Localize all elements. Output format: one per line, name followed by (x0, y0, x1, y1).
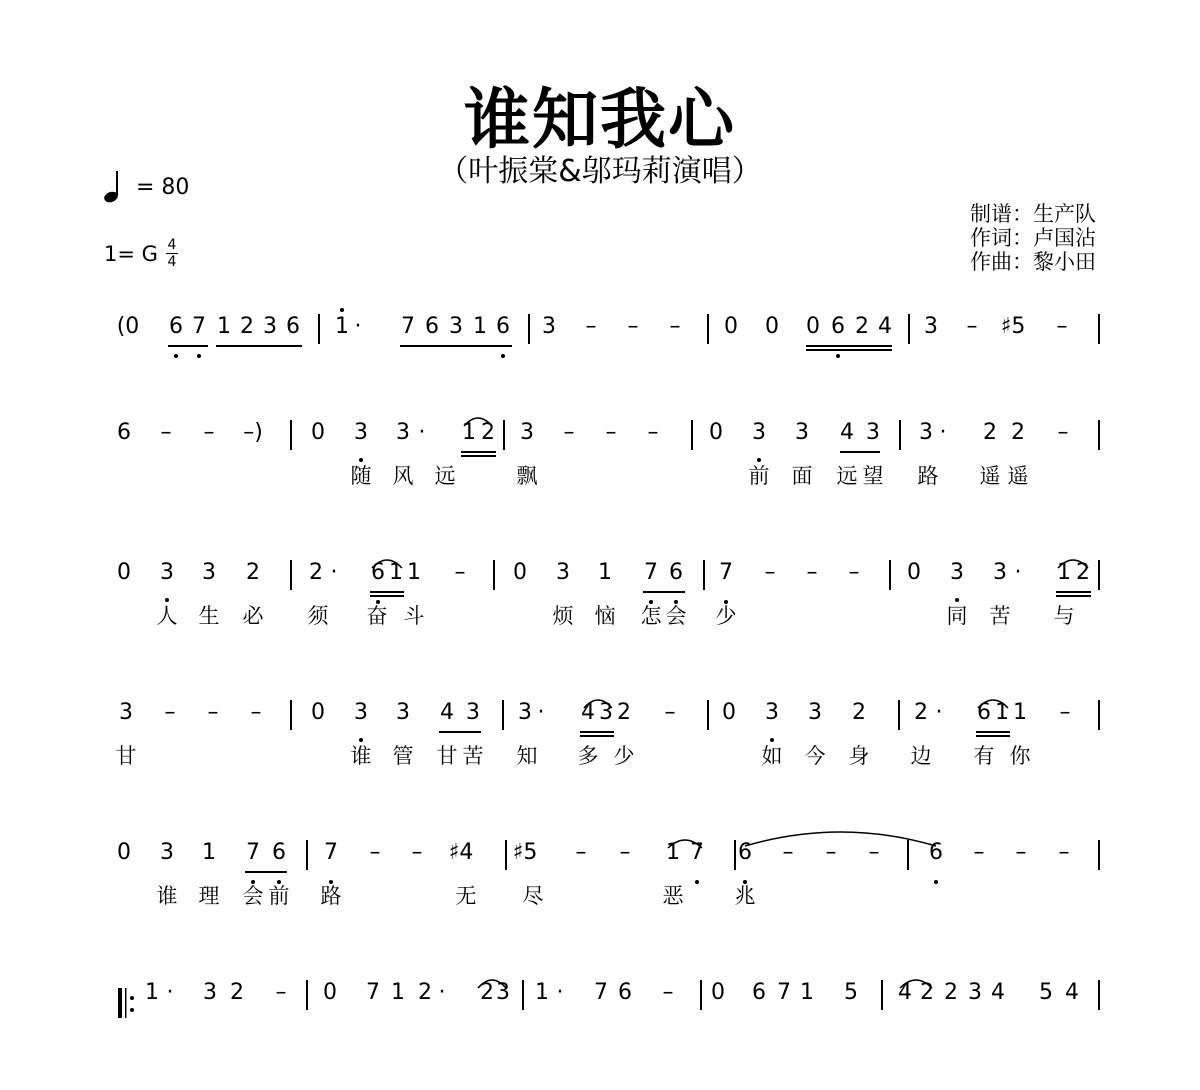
note: 0 (806, 314, 820, 339)
note: 0 (117, 560, 131, 585)
note: 6 (929, 840, 943, 865)
note: · (354, 314, 362, 339)
note: 5 (1039, 980, 1053, 1005)
lyric: 怎 (640, 604, 662, 628)
note: 1 (598, 560, 612, 585)
note: 3 (919, 420, 933, 445)
note: 2 (246, 560, 260, 585)
note: 0 (724, 314, 738, 339)
note: 0 (311, 700, 325, 725)
note: 2 (617, 700, 631, 725)
note: – (1056, 314, 1068, 339)
note: 3 (752, 420, 766, 445)
note: 0 (765, 314, 779, 339)
note: – (164, 700, 176, 725)
note: 1 (462, 420, 476, 445)
lyric: 面 (791, 464, 813, 488)
note: 2 (481, 420, 495, 445)
slur (372, 560, 402, 568)
note: 6 (752, 980, 766, 1005)
lyric: 恶 (662, 884, 684, 908)
lyric: 苦 (989, 604, 1011, 628)
note: – (627, 314, 639, 339)
lyric: 前 (268, 884, 290, 908)
note: 2 (855, 314, 869, 339)
note: – (411, 840, 423, 865)
slur (900, 980, 932, 988)
time-sig-top: 4 (167, 237, 177, 253)
lyric: 会 (665, 604, 687, 628)
note: 2 (230, 980, 244, 1005)
lyric: 知 (516, 744, 538, 768)
note: 7 (324, 840, 338, 865)
note: 3 (808, 700, 822, 725)
note: 6 (272, 840, 286, 865)
note: 3 (795, 420, 809, 445)
lyric: 路 (320, 884, 342, 908)
lyric: 兆 (734, 884, 756, 908)
note: 2 (1076, 560, 1090, 585)
note: · (166, 980, 174, 1005)
note: – (966, 314, 978, 339)
note: 2 (1011, 420, 1025, 445)
note: ♯5 (1000, 314, 1026, 339)
tempo-value: = 80 (136, 174, 190, 200)
note: – (160, 420, 172, 445)
note: – (454, 560, 466, 585)
note: 6 (618, 980, 632, 1005)
note: 7 (644, 560, 658, 585)
lyric: 斗 (403, 604, 425, 628)
note: 3 (556, 560, 570, 585)
lyric: 远 (836, 464, 858, 488)
note: 3 (599, 700, 613, 725)
note: – (575, 840, 587, 865)
note: · (939, 420, 947, 445)
note: 3 (924, 314, 938, 339)
lyric: 路 (917, 464, 939, 488)
note: – (619, 840, 631, 865)
note: 4 (840, 420, 854, 445)
note: –) (243, 420, 263, 445)
note: – (806, 560, 818, 585)
note: – (647, 420, 659, 445)
note: 7 (690, 840, 704, 865)
note: – (1057, 420, 1069, 445)
note: 2 (944, 980, 958, 1005)
lyric: 奋 (366, 604, 388, 628)
note: – (369, 840, 381, 865)
lyric: 须 (307, 604, 329, 628)
slur (668, 840, 702, 848)
note: 6 (496, 314, 510, 339)
note: · (418, 420, 426, 445)
note: – (207, 700, 219, 725)
note: 0 (907, 560, 921, 585)
note: 6 (286, 314, 300, 339)
note: 1 (1057, 560, 1071, 585)
slur (478, 980, 506, 988)
lyric: 谁 (156, 884, 178, 908)
lyric: 恼 (594, 604, 616, 628)
lyric: 生 (198, 604, 220, 628)
lyric: 谁 (350, 744, 372, 768)
lyric: 烦 (552, 604, 574, 628)
note: 2 (309, 560, 323, 585)
slur (584, 700, 612, 708)
note: – (275, 980, 287, 1005)
lyric: 飘 (516, 464, 538, 488)
repeat-bar-thick (118, 988, 122, 1018)
slur (745, 832, 936, 846)
note: · (330, 560, 338, 585)
note: 4 (878, 314, 892, 339)
note: 2 (920, 980, 934, 1005)
note: 2 (983, 420, 997, 445)
note: 6 (169, 314, 183, 339)
note: 6 (117, 420, 131, 445)
note: – (764, 560, 776, 585)
credit-arranger: 制谱：生产队 (970, 202, 1096, 226)
lyric: 你 (1009, 744, 1031, 768)
lyric: 少 (613, 744, 635, 768)
note: 0 (311, 420, 325, 445)
note: 3 (203, 980, 217, 1005)
note: 2 (914, 700, 928, 725)
note: 3 (160, 560, 174, 585)
note: 6 (738, 840, 752, 865)
note: (0 (116, 314, 140, 339)
note: 3 (396, 420, 410, 445)
note: 3 (496, 980, 510, 1005)
note: – (203, 420, 215, 445)
song-subtitle: （叶振棠&邬玛莉演唱） (438, 154, 762, 189)
note: 6 (669, 560, 683, 585)
note: 1 (666, 840, 680, 865)
note: 1 (1013, 700, 1027, 725)
lyric: 必 (242, 604, 264, 628)
note: – (868, 840, 880, 865)
note: 1 (389, 560, 403, 585)
note: 3 (950, 560, 964, 585)
note: – (605, 420, 617, 445)
note: 1 (217, 314, 231, 339)
note: 1 (202, 840, 216, 865)
note: 3 (263, 314, 277, 339)
note: 2 (240, 314, 254, 339)
lyric: 随 (350, 464, 372, 488)
lyric: 理 (198, 884, 220, 908)
note: – (825, 840, 837, 865)
note: – (848, 560, 860, 585)
note: ♯5 (512, 840, 538, 865)
note: 3 (119, 700, 133, 725)
note: 0 (711, 980, 725, 1005)
note: 1 (995, 700, 1009, 725)
lyric: 苦 (462, 744, 484, 768)
note: – (1058, 840, 1070, 865)
lyric: 远 (434, 464, 456, 488)
lyric: 有 (973, 744, 995, 768)
slur (464, 418, 492, 426)
credit-lyricist: 作词：卢国沾 (970, 226, 1096, 250)
note: 6 (425, 314, 439, 339)
note: 4 (991, 980, 1005, 1005)
note: ♯4 (448, 840, 474, 865)
slur (1058, 560, 1088, 568)
note: 7 (192, 314, 206, 339)
lyric: 多 (577, 744, 599, 768)
lyric: 前 (748, 464, 770, 488)
note: · (556, 980, 564, 1005)
note: 7 (594, 980, 608, 1005)
lyric: 尽 (522, 884, 544, 908)
lyric: 身 (848, 744, 870, 768)
note: 1 (535, 980, 549, 1005)
note: 0 (513, 560, 527, 585)
note: 6 (831, 314, 845, 339)
lyric: 风 (392, 464, 414, 488)
note: 7 (401, 314, 415, 339)
note: 3 (160, 840, 174, 865)
note: – (782, 840, 794, 865)
note: 1 (391, 980, 405, 1005)
lyric: 遥 (1007, 464, 1029, 488)
lyric: 无 (455, 884, 477, 908)
lyric: 与 (1053, 604, 1075, 628)
lyric: 望 (862, 464, 884, 488)
note: 3 (518, 700, 532, 725)
note: · (935, 700, 943, 725)
note: 7 (777, 980, 791, 1005)
note: 2 (418, 980, 432, 1005)
note: 4 (1065, 980, 1079, 1005)
note: · (438, 980, 446, 1005)
note: 3 (866, 420, 880, 445)
note: 7 (719, 560, 733, 585)
note: 3 (354, 420, 368, 445)
note: 3 (396, 700, 410, 725)
lyric: 如 (761, 744, 783, 768)
note: 3 (765, 700, 779, 725)
note: 6 (977, 700, 991, 725)
note: 3 (968, 980, 982, 1005)
lyric: 管 (392, 744, 414, 768)
note: 0 (323, 980, 337, 1005)
lyric: 同 (946, 604, 968, 628)
note: – (669, 314, 681, 339)
note: 2 (852, 700, 866, 725)
note: 3 (449, 314, 463, 339)
lyric: 今 (804, 744, 826, 768)
note: – (1059, 700, 1071, 725)
note: – (664, 700, 676, 725)
note: 4 (581, 700, 595, 725)
note: 7 (246, 840, 260, 865)
lyric: 会 (242, 884, 264, 908)
note: – (585, 314, 597, 339)
note: 3 (466, 700, 480, 725)
repeat-bar-thin (125, 988, 127, 1018)
note: 7 (366, 980, 380, 1005)
note: – (250, 700, 262, 725)
note: 3 (520, 420, 534, 445)
note: 0 (722, 700, 736, 725)
note: 4 (440, 700, 454, 725)
note: – (973, 840, 985, 865)
note: 1 (800, 980, 814, 1005)
note: · (537, 700, 545, 725)
note: 3 (202, 560, 216, 585)
note: · (1014, 560, 1022, 585)
credit-composer: 作曲：黎小田 (970, 250, 1096, 274)
note: 0 (709, 420, 723, 445)
slur (978, 700, 1008, 708)
note: 2 (480, 980, 494, 1005)
note: 3 (354, 700, 368, 725)
lyric: 人 (156, 604, 178, 628)
note: – (563, 420, 575, 445)
note: 5 (844, 980, 858, 1005)
note: 0 (117, 840, 131, 865)
repeat-dot (130, 1008, 134, 1012)
note: 1 (407, 560, 421, 585)
note: 3 (542, 314, 556, 339)
song-title: 谁知我心 (464, 81, 736, 158)
note: 1 (335, 314, 349, 339)
time-sig-bottom: 4 (167, 254, 177, 270)
note: – (1015, 840, 1027, 865)
lyric: 甘 (115, 744, 137, 768)
lyric: 甘 (436, 744, 458, 768)
note: 6 (371, 560, 385, 585)
key-label: 1= G (104, 241, 158, 266)
repeat-dot (130, 996, 134, 1000)
note: 3 (993, 560, 1007, 585)
lyric: 边 (910, 744, 932, 768)
note: – (662, 980, 674, 1005)
note: 4 (898, 980, 912, 1005)
note: 1 (145, 980, 159, 1005)
lyric: 少 (715, 604, 737, 628)
note: 1 (473, 314, 487, 339)
lyric: 遥 (979, 464, 1001, 488)
